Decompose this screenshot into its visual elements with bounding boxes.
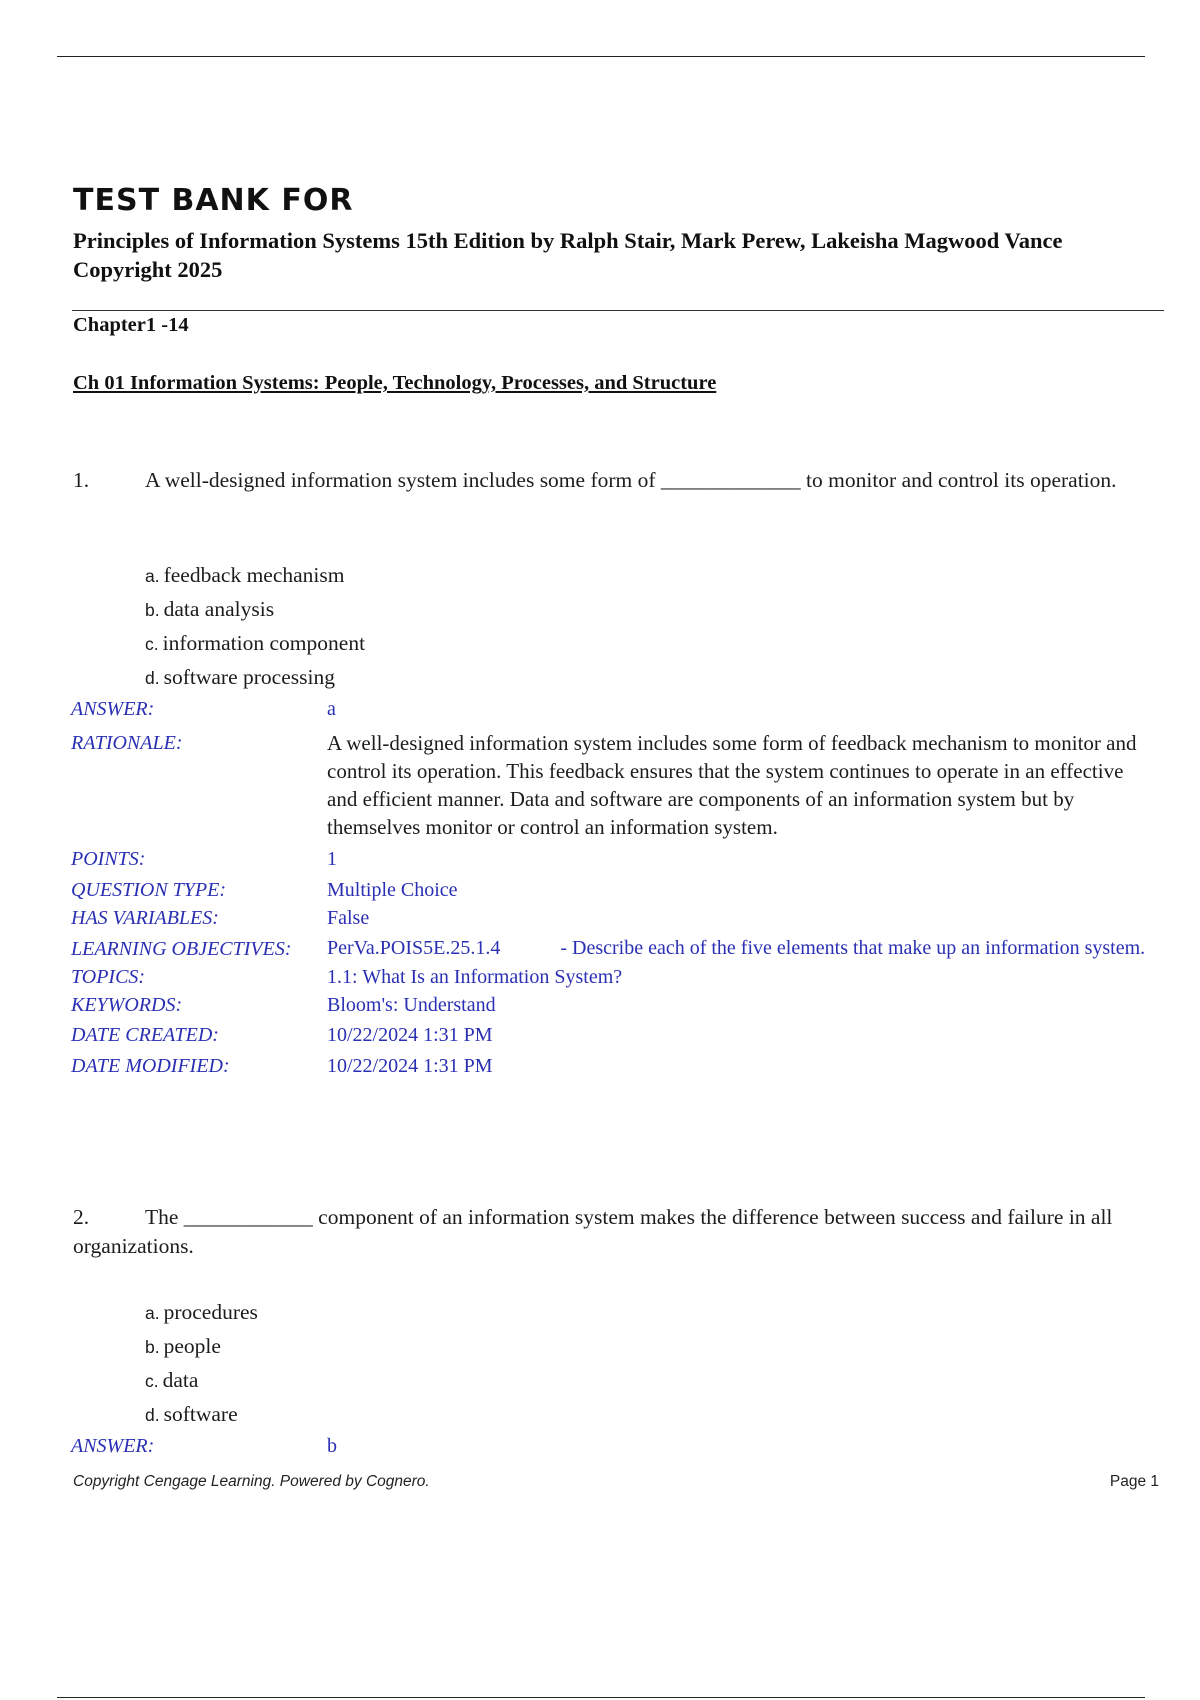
points-label: POINTS: [71,848,146,870]
question-type-label: QUESTION TYPE: [71,879,227,901]
date-modified-row [71,1049,1151,1080]
choice-text: people [163,1334,221,1358]
choice-text: data analysis [163,597,275,621]
choice-b [145,1329,258,1363]
learning-objective-description: - Describe each of the five elements that make up an information system. [560,937,1146,959]
has-variables-label: HAS VARIABLES: [71,907,219,929]
choice-text: data [162,1368,199,1392]
choice-b [145,592,365,626]
choice-text: software [163,1402,238,1426]
question-type-value: Multiple Choice [327,879,458,901]
learning-objective-code: PerVa.POIS5E.25.1.4 [327,937,501,959]
topics-value: 1.1: What Is an Information System? [327,966,623,988]
points-value: 1 [327,848,337,870]
choice-a [145,558,365,592]
has-variables-row [71,904,1151,932]
question-text: The ____________ component of an information system makes the difference between success and failure in all organizations. [73,1205,1113,1258]
choice-text: information component [162,631,366,655]
choice-d [145,1397,258,1431]
question-number: 1. [73,468,90,492]
keywords-label: KEYWORDS: [71,994,183,1016]
book-subtitle: Principles of Information Systems 15th Edition by Ralph Stair, Mark Perew, Lakeisha Magwood Vance Copyright 2025 [73,228,1063,282]
choice-letter: c. [145,634,159,654]
choice-letter: d. [145,1405,160,1425]
page-number: Page 1 [1109,1473,1159,1490]
learning-objectives-value [327,932,1151,963]
learning-objectives-row [71,932,1151,963]
footer-copyright: Copyright Cengage Learning. Powered by Cognero. [73,1473,430,1490]
rationale-label: RATIONALE: [71,732,183,754]
date-modified-label: DATE MODIFIED: [71,1055,230,1077]
date-created-row [71,1019,1151,1049]
choice-letter: b. [145,1337,160,1357]
choice-letter: a. [145,1303,160,1323]
topics-row [71,963,1151,991]
date-modified-value: 10/22/2024 1:31 PM [327,1055,493,1077]
section-title: Ch 01 Information Systems: People, Technology, Processes, and Structure [73,372,717,394]
question-2-choices [145,1295,258,1431]
choice-c [145,1363,258,1397]
choice-d [145,660,365,694]
answer-row [71,695,1151,723]
points-row [71,841,1151,873]
question-type-row [71,873,1151,904]
choice-c [145,626,365,660]
question-number: 2. [73,1205,90,1229]
answer-value: a [327,698,336,720]
keywords-value: Bloom's: Understand [327,994,496,1016]
choice-letter: a. [145,566,160,586]
choice-text: procedures [163,1300,258,1324]
answer-row [71,1432,1151,1460]
rationale-value: A well-designed information system includes some form of feedback mechanism to monitor and control its operation. This feedback ensures that the system continues to operate in an effective and efficient manner. Data and software are components of an information system but by themselves monitor or control an information system. [327,731,1137,839]
question-1-metadata [71,695,1151,1080]
page-footer [73,1473,1159,1491]
answer-value: b [327,1435,337,1457]
question-2-metadata [71,1432,1151,1460]
topics-label: TOPICS: [71,966,146,988]
choice-text: feedback mechanism [163,563,345,587]
choice-letter: c. [145,1371,159,1391]
choice-letter: b. [145,600,160,620]
date-created-label: DATE CREATED: [71,1024,219,1046]
question-2-stem [73,1203,1143,1261]
choice-text: software processing [163,665,335,689]
top-rule [57,56,1145,57]
answer-label: ANSWER: [71,698,155,720]
answer-label: ANSWER: [71,1435,155,1457]
chapter-range: Chapter1 -14 [73,314,189,336]
keywords-row [71,991,1151,1019]
learning-objectives-label: LEARNING OBJECTIVES: [71,938,292,960]
rationale-row [71,723,1151,841]
bottom-rule [57,1697,1145,1698]
page-title: TEST BANK FOR [73,183,354,218]
has-variables-value: False [327,907,370,929]
choice-letter: d. [145,668,160,688]
question-1-choices [145,558,365,694]
question-text: A well-designed information system includes some form of _____________ to monitor and control its operation. [145,468,1117,492]
date-created-value: 10/22/2024 1:31 PM [327,1024,493,1046]
choice-a [145,1295,258,1329]
question-1-stem [73,466,1143,495]
header-divider [72,310,1164,311]
